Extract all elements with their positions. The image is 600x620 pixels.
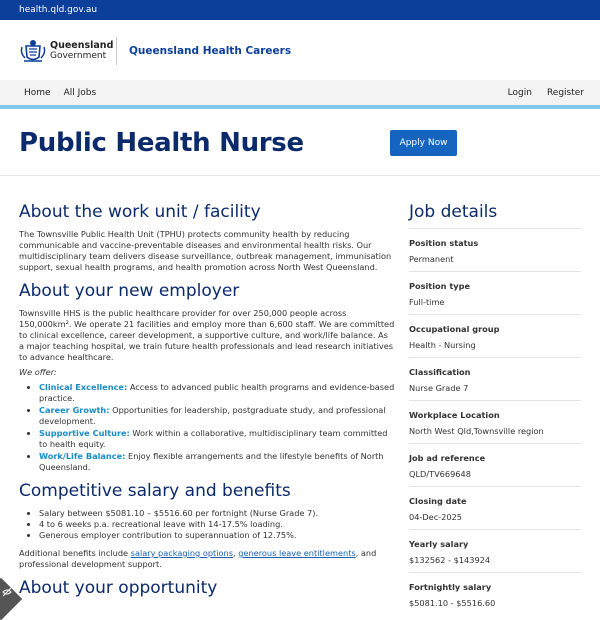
employer-text: Townsville HHS is the public healthcare provider for over 250,000 people across 150,000km². We operate 21 facilities and employ more than 6,600 staff. We are committed to clinical excellence, career development, a supportive culture, and work/life balance. As a major teaching hospital, we train future health professionals and lead research initiatives to advance healthcare. xyxy=(19,308,395,362)
detail-position-type: Position type Full-time xyxy=(409,271,581,314)
list-item: 4 to 6 weeks p.a. recreational leave with 14-17.5% loading. xyxy=(39,519,395,530)
leave-entitlements-link[interactable]: generous leave entitlements xyxy=(238,548,356,558)
section-title-employer: About your new employer xyxy=(19,281,240,301)
logo-line2: Government xyxy=(50,50,107,61)
salary-packaging-link[interactable]: salary packaging options xyxy=(130,548,234,558)
detail-position-status: Position status Permanent xyxy=(409,228,581,271)
content-area xyxy=(0,176,600,615)
we-offer-label: We offer: xyxy=(19,367,57,377)
qld-government-logo[interactable] xyxy=(19,37,116,65)
salary-list xyxy=(19,508,395,541)
site-title[interactable]: Queensland Health Careers xyxy=(129,44,292,57)
offer-list xyxy=(19,382,395,473)
section-title-work-unit: About the work unit / facility xyxy=(19,202,261,222)
section-title-opportunity: About your opportunity xyxy=(19,578,218,598)
list-item: Career Growth: Opportunities for leadership, postgraduate study, and professional development. xyxy=(39,405,395,427)
job-details-panel xyxy=(409,176,581,615)
list-item: Clinical Excellence: Access to advanced public health programs and evidence-based practice. xyxy=(39,382,395,403)
section-title-salary: Competitive salary and benefits xyxy=(19,481,291,501)
detail-closing-date: Closing date 04-Dec-2025 xyxy=(409,486,581,529)
work-unit-text: The Townsville Public Health Unit (TPHU) protects community health by reducing communicable and vaccine-preventable diseases and environmental health risks. Our multidisciplinary team delivers disease surveillance, outbreak management, immunisation support, sexual health programs, and health promotion across North West Queensland. xyxy=(19,229,392,272)
detail-classification: Classification Nurse Grade 7 xyxy=(409,357,581,400)
list-item: Generous employer contribution to superannuation of 12.75%. xyxy=(39,530,395,541)
benefits-text: Additional benefits include salary packaging options, generous leave entitlements, and professional development support. xyxy=(19,548,377,569)
list-item: Salary between $5081.10 – $5516.60 per fortnight (Nurse Grade 7). xyxy=(39,508,395,519)
logo-line1: Queensland xyxy=(50,39,114,51)
detail-job-ad-reference: Job ad reference QLD/TV669648 xyxy=(409,443,581,486)
domain-text[interactable]: health.qld.gov.au xyxy=(19,5,98,15)
apply-now-button[interactable]: Apply Now xyxy=(390,130,457,156)
brand-header xyxy=(0,20,600,81)
nav-accent-stripe xyxy=(0,105,600,109)
nav-all-jobs[interactable]: All Jobs xyxy=(63,87,97,98)
nav-home[interactable]: Home xyxy=(24,87,51,98)
eye-slash-icon xyxy=(2,587,12,597)
coat-of-arms-icon xyxy=(19,37,47,65)
list-item: Work/Life Balance: Enjoy flexible arrangements and the lifestyle benefits of North Queensland. xyxy=(39,451,395,473)
job-details-title: Job details xyxy=(409,202,498,222)
detail-fortnightly-salary: Fortnightly salary $5081.10 - $5516.60 xyxy=(409,572,581,615)
detail-occupational-group: Occupational group Health - Nursing xyxy=(409,314,581,357)
main-navigation xyxy=(0,80,600,105)
brand-divider xyxy=(116,37,117,65)
detail-workplace-location: Workplace Location North West Qld,Townsville region xyxy=(409,400,581,443)
title-band xyxy=(0,110,600,176)
page-title: Public Health Nurse xyxy=(19,127,304,158)
job-description xyxy=(19,176,395,615)
list-item: Supportive Culture: Work within a collaborative, multidisciplinary team committed to health equity. xyxy=(39,428,395,450)
register-link[interactable]: Register xyxy=(546,87,584,98)
top-utility-bar xyxy=(0,0,600,20)
detail-yearly-salary: Yearly salary $132562 - $143924 xyxy=(409,529,581,572)
login-link[interactable]: Login xyxy=(507,87,532,98)
